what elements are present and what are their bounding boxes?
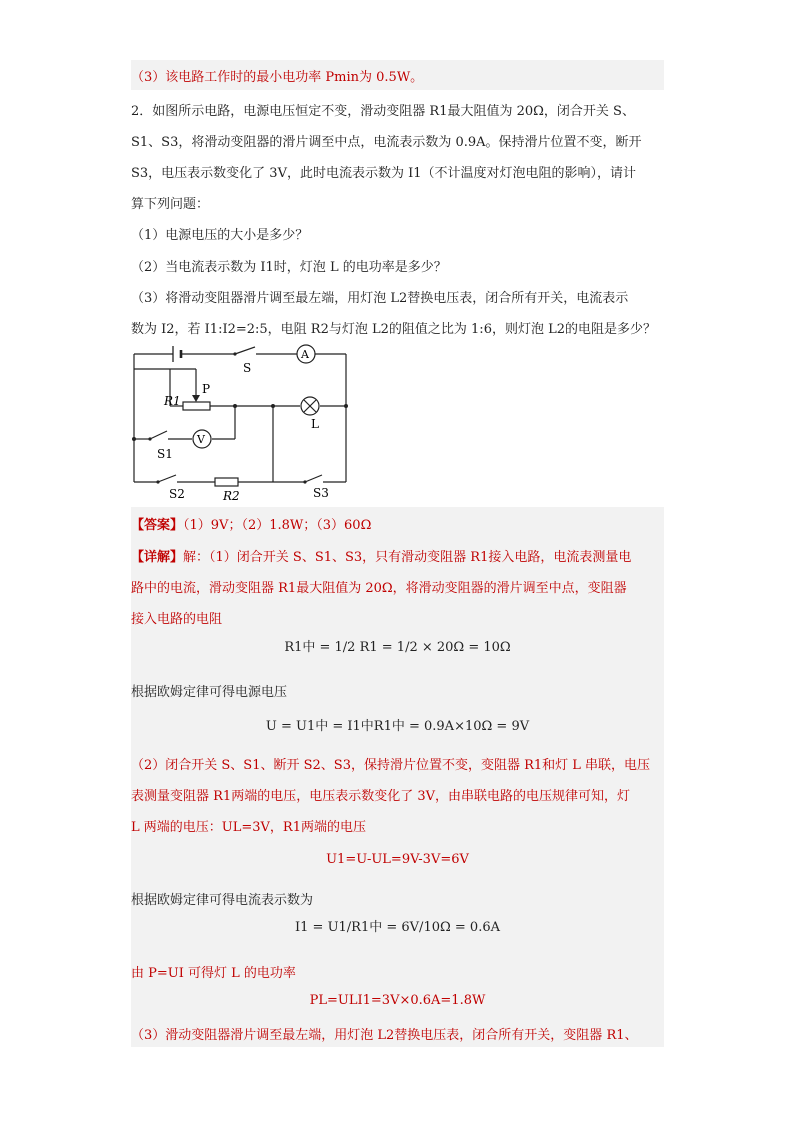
sub-question-2: （2）当电流表示数为 I1时，灯泡 L 的电功率是多少？	[131, 260, 447, 275]
q1-tail: （3）该电路工作时的最小电功率 Pmin为 0.5W。	[131, 70, 424, 85]
resistor-r2	[215, 478, 238, 486]
question-line-3: S3，电压表示数变化了 3V，此时电流表示数为 I1（不计温度对灯泡电阻的影响），请计	[131, 166, 637, 181]
detail-part2-line-3: L 两端的电压：UL=3V，R1两端的电压	[131, 820, 366, 835]
equation-2: U = U1中 = I1中R1中 = 0.9A×10Ω = 9V	[265, 719, 530, 734]
label-s3: S3	[313, 486, 329, 500]
label-r1: R1	[164, 394, 181, 408]
answer-text: （1）9V；（2）1.8W；（3）60Ω	[183, 518, 372, 533]
detail-line-4: 根据欧姆定律可得电源电压	[131, 685, 288, 700]
rheostat-r1	[183, 402, 210, 410]
sub-question-3b: 数为 I2，若 I1:I2=2:5，电阻 R2与灯泡 L2的阻值之比为 1:6，则灯泡 L2的电阻是多少？	[131, 322, 656, 337]
label-s: S	[243, 361, 252, 375]
equation-1: R1中 = 1/2 R1 = 1/2 × 20Ω = 10Ω	[284, 640, 511, 655]
detail-line-1	[131, 546, 631, 565]
label-s1: S1	[157, 447, 173, 461]
detail-line-2: 路中的电流，滑动变阻器 R1最大阻值为 20Ω，将滑动变阻器的滑片调至中点，变阻器	[131, 581, 627, 596]
circuit-diagram	[125, 338, 355, 506]
switch-s	[235, 347, 255, 354]
answer-tag: 【答案】	[131, 518, 184, 533]
slider-arrow	[192, 395, 200, 402]
answer-line	[131, 514, 371, 533]
equation-4: I1 = U1/R1中 = 6V/10Ω = 0.6A	[295, 920, 500, 935]
switch-s2	[158, 475, 176, 482]
switch-s1	[150, 431, 167, 439]
question-line-4: 算下列问题：	[131, 197, 210, 212]
detail-text-1: 解：（1）闭合开关 S、S1、S3，只有滑动变阻器 R1接入电路，电流表测量电	[183, 550, 632, 565]
label-p: P	[202, 382, 211, 396]
detail-part2-line-1: （2）闭合开关 S、S1、断开 S2、S3，保持滑片位置不变，变阻器 R1和灯 L 串联，电压	[131, 758, 651, 773]
equation-5: PL=ULI1=3V×0.6A=1.8W	[309, 993, 486, 1008]
detail-tag: 【详解】	[131, 550, 184, 565]
label-s2: S2	[169, 487, 185, 501]
sub-question-1: （1）电源电压的大小是多少？	[131, 228, 309, 243]
switch-s3	[305, 475, 322, 482]
sub-question-3a: （3）将滑动变阻器滑片调至最左端，用灯泡 L2替换电压表，闭合所有开关，电流表示	[131, 291, 629, 306]
detail-part2-line-2: 表测量变阻器 R1两端的电压，电压表示数变化了 3V，由串联电路的电压规律可知，灯	[131, 789, 630, 804]
label-r2: R2	[223, 489, 240, 503]
detail-line-6: 由 P=UI 可得灯 L 的电功率	[131, 966, 296, 981]
question-line-1: 2．如图所示电路，电源电压恒定不变，滑动变阻器 R1最大阻值为 20Ω，闭合开关 S、	[131, 104, 635, 119]
detail-line-3: 接入电路的电阻	[131, 612, 223, 627]
battery-symbol	[173, 346, 181, 362]
equation-3: U1=U-UL=9V-3V=6V	[326, 852, 469, 867]
question-line-2: S1、S3，将滑动变阻器的滑片调至中点，电流表示数为 0.9A。保持滑片位置不变，断开	[131, 135, 642, 150]
detail-part3-line-1: （3）滑动变阻器滑片调至最左端，用灯泡 L2替换电压表，闭合所有开关，变阻器 R1、	[131, 1028, 638, 1043]
label-v: V	[197, 433, 205, 446]
detail-line-5: 根据欧姆定律可得电流表示数为	[131, 893, 314, 908]
label-a: A	[301, 348, 309, 361]
label-l: L	[311, 417, 319, 431]
